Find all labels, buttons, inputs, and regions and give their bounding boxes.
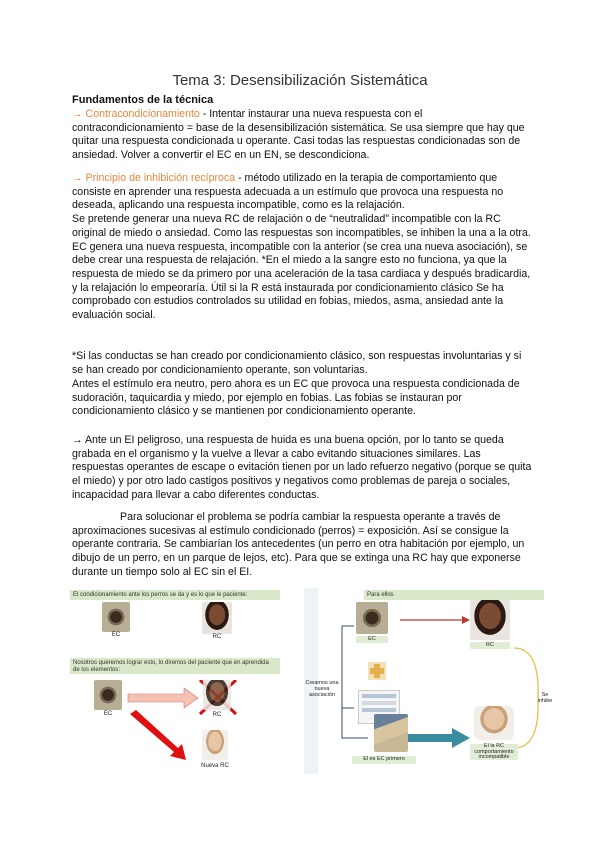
paragraph-contracondicionamiento: → Contracondicionamiento - Intentar instaurar una nueva respuesta con el contracondicionamiento = base de la desensibilización sistemática. Se usa siempre que hay que quitar una respuesta condicionada u operante. Casi todas las respuestas condicionadas son de ansiedad. Volver a convertir el EC en un EN, se descondiciona. [72,108,525,162]
figure-left [70,588,280,776]
arrow-icon: → [72,434,83,446]
pink-arrow-icon [128,688,198,708]
red-arrow-icon [130,710,186,760]
paragraph-solucion: Para solucionar el problema se podría cambiar la respuesta operante a través de aproximaciones sucesivas al estímulo condicionado (perros) = exposición. Así se consigue la operante contraria. Se cambiarían los antecedentes (un perro en otra habitación por ejemplo, un dibujo de un perro, en un parque de lejos, etc). Para que se extinga una RC hay que exponerse durante un tiempo solo al EC sin el EI. [72,511,525,578]
caption-ec: EC [103,711,113,717]
caption-rc: RC [212,712,222,718]
spider-image [102,602,130,632]
caption-rc: RC [470,642,510,649]
figure-right-band-top: Para ellos [364,590,544,600]
paragraph-note-conductas: *Si las conductas se han creado por condicionamiento clásico, son respuestas involuntarias y si se han creado por condicionamiento operante, son voluntarias. [72,350,522,376]
figure-left-band-middle: Nosotros queremos lograr esto, lo diremos del paciente que en aprendida de los elementos: [70,658,280,674]
term-contracondicionamiento: Contracondicionamiento [85,108,200,120]
caption-ec: EC [356,636,388,643]
paragraph-inhibicion-reciproca: → Principio de inhibición recíproca - método utilizado en la terapia de comportamiento que consiste en aprender una respuesta adecuada a un estímulo que provoca una respuesta no deseada, aplicando una respuesta incompatible, como es la relajación. Se pretende generar una nueva RC de relajación o de “neutralidad” incompatible con la RC original de miedo o ansiedad. Como las respuestas son incompatibles, se inhiben la una a la otra. EC genera una nueva respuesta, incompatible con la anterior (se crea una nueva asociación), se debe crear una respuesta de relajación. *En el miedo a la sangre esto no funciona, ya que la respuesta de miedo se da primero por una aceleración de la tasa cardiaca y después bradicardia, y la relajación lo empeoraría. Útil si la R está instaurada por condicionamiento clásico Se ha comprobado con estudios controlados su utilidad en fobias, miedos, asma, ansiedad ante la evaluación social. [72,172,531,322]
term-inhibicion-reciproca: Principio de inhibición recíproca [85,172,236,184]
person-image [374,714,408,752]
frightened-face-image [202,602,232,634]
section-heading: Fundamentos de la técnica [72,94,214,106]
caption-se-inhibe: Se inhibe [537,692,553,704]
caption-rc: RC [212,634,222,640]
figure-left-band-top: El condicionamiento ante los perros se da y es lo que le paciente: [70,590,280,600]
frightened-face-image [203,680,231,710]
calm-face-image [202,730,228,760]
arrowhead-icon [462,616,470,624]
calm-child-image [474,706,514,740]
arrow-icon: → [72,108,83,120]
paragraph-huida: → Ante un EI peligroso, una respuesta de huida es una buena opción, por lo tanto se queda grabada en el organismo y la vuelve a llevar a cabo evitando situaciones similares. Las respuestas operantes de escape o evitación tienen por un lado refuerzo negativo (porque se quita el miedo) y por otro lado castigos positivos y negativos como problemas de pareja o sociales, incapacidad para llevar a cabo diferentes conductas. [72,434,532,501]
page-title: Tema 3: Desensibilización Sistemática [172,72,428,89]
arrow-icon: → [72,172,83,184]
figure-right [302,588,552,776]
caption-el-rc: El la RC comportamiento incompatible [470,744,518,760]
paragraph-estimulo-neutro: Antes el estímulo era neutro, pero ahora es un EC que provoca una respuesta condicionada de sudoración, taquicardia y miedo, por ejemplo en fobias. Las fobias se instauran por condicionamiento clásico y se mantienen por condicionamiento operante. [72,378,520,418]
caption-ec: EC [111,632,121,638]
caption-ec-primero: El es EC primero [352,756,416,764]
caption-nueva-rc: Nueva RC [201,763,229,769]
plus-icon [370,668,384,674]
spider-image [94,680,122,710]
caption-crear-nueva: Creamos una nueva asociación [305,680,339,698]
